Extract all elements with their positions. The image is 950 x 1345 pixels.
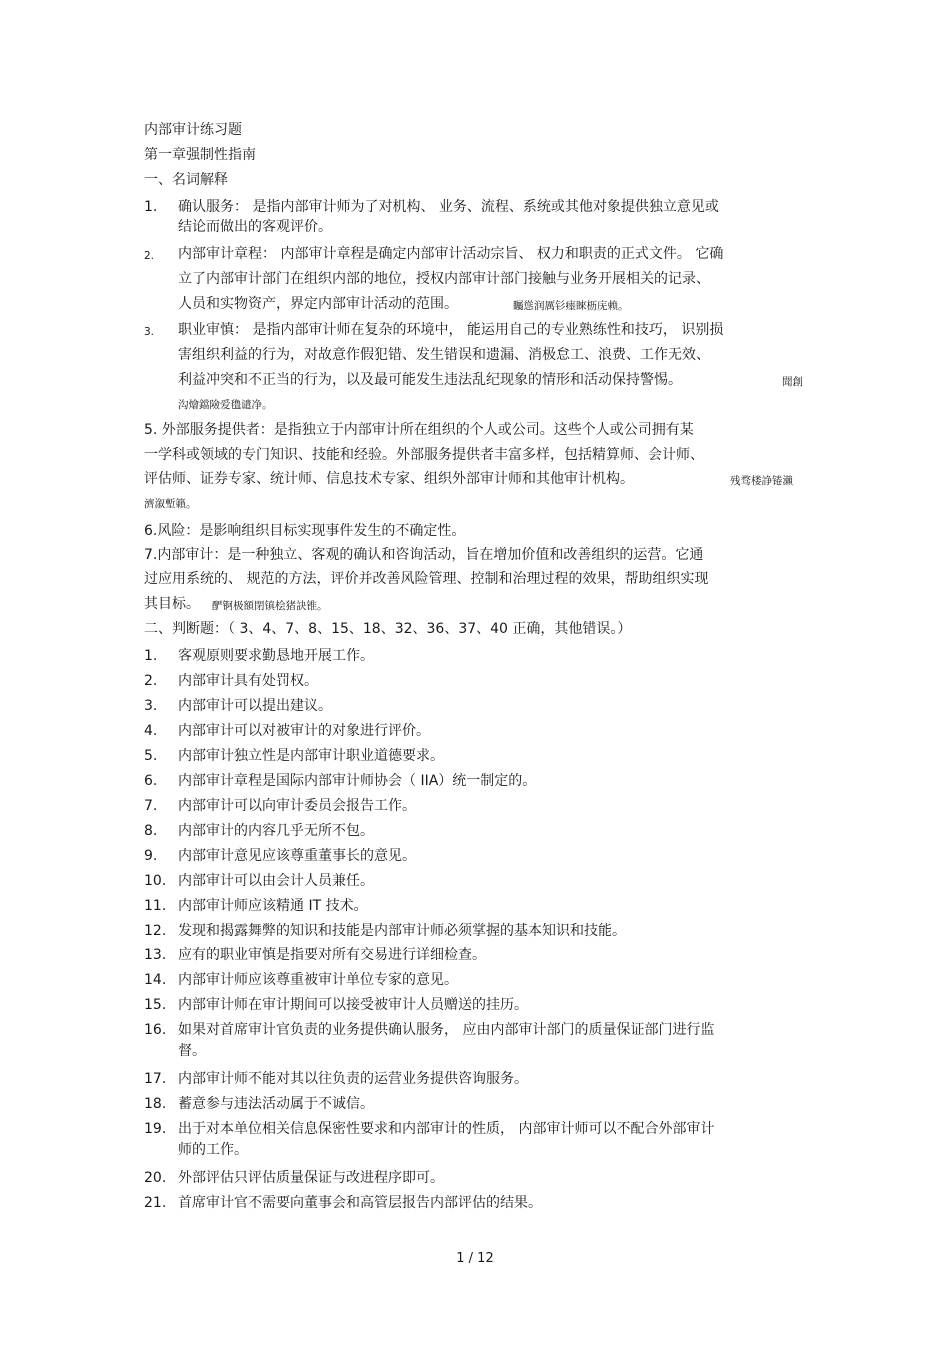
- section-heading-judgement: 二、判断题：（ 3、4、7、8、15、18、32、36、37、40 正确，其他错误。）: [144, 621, 632, 637]
- item-number: 6.: [144, 773, 158, 789]
- item-number: 1.: [144, 648, 158, 664]
- noise-text: 濟溆塹籟。: [144, 498, 197, 510]
- list-item: 内部审计可以对被审计的对象进行评价。: [178, 723, 430, 739]
- item-number: 14.: [144, 972, 167, 988]
- noise-text: 矚慫润厲钐瘗睞枥庑赖。: [513, 300, 629, 312]
- list-item: 客观原则要求勤恳地开展工作。: [178, 648, 374, 664]
- definition-line: 6.风险：是影响组织目标实现事件发生的不确定性。: [144, 523, 466, 539]
- item-number: 13.: [144, 947, 167, 963]
- noise-text: 聞創: [782, 376, 803, 388]
- list-item: 内部审计的内容几乎无所不包。: [178, 823, 374, 839]
- definition-line: 过应用系统的、 规范的方法，评价并改善风险管理、控制和治理过程的效果，帮助组织实现: [144, 571, 709, 587]
- noise-text: 酽锕极額閉镇桧猪訣锥。: [212, 600, 328, 612]
- definition-line: 确认服务： 是指内部审计师为了对机构、 业务、流程、系统或其他对象提供独立意见或: [178, 199, 719, 215]
- list-item: 内部审计可以向审计委员会报告工作。: [178, 798, 416, 814]
- item-number: 2.: [144, 673, 158, 689]
- item-number: 15.: [144, 997, 167, 1013]
- definition-line: 立了内部审计部门在组织内部的地位，授权内部审计部门接触与业务开展相关的记录、: [178, 271, 710, 287]
- definition-line: 内部审计章程： 内部审计章程是确定内部审计活动宗旨、 权力和职责的正式文件。 它确: [178, 246, 724, 262]
- item-number: 10.: [144, 873, 167, 889]
- list-item-continuation: 师的工作。: [178, 1142, 248, 1158]
- item-number: 9.: [144, 848, 158, 864]
- definition-line: 7.内部审计：是一种独立、客观的确认和咨询活动，旨在增加价值和改善组织的运营。它通: [144, 547, 704, 563]
- item-number: 3.: [144, 698, 158, 714]
- list-item: 内部审计师不能对其以往负责的运营业务提供咨询服务。: [178, 1071, 528, 1087]
- item-number: 19.: [144, 1121, 167, 1137]
- definition-number: 2.: [144, 250, 155, 262]
- section-heading-definitions: 一、名词解释: [144, 172, 228, 188]
- page-number: 1 / 12: [456, 1251, 494, 1266]
- noise-text: 残骛楼諍锩瀨: [730, 475, 793, 487]
- list-item: 内部审计章程是国际内部审计师协会（ IIA）统一制定的。: [178, 773, 537, 789]
- list-item: 蓄意参与违法活动属于不诚信。: [178, 1096, 374, 1112]
- chapter-heading: 第一章强制性指南: [144, 147, 256, 163]
- list-item: 应有的职业审慎是指要对所有交易进行详细检查。: [178, 947, 486, 963]
- definition-line: 人员和实物资产，界定内部审计活动的范围。: [178, 296, 458, 312]
- list-item: 内部审计独立性是内部审计职业道德要求。: [178, 748, 444, 764]
- list-item: 内部审计师应该尊重被审计单位专家的意见。: [178, 972, 458, 988]
- definition-number: 3.: [144, 326, 155, 338]
- item-number: 20.: [144, 1170, 167, 1186]
- definition-line: 利益冲突和不正当的行为，以及最可能发生违法乱纪现象的情形和活动保持警惕。: [178, 372, 682, 388]
- item-number: 17.: [144, 1071, 167, 1087]
- item-number: 8.: [144, 823, 158, 839]
- item-number: 12.: [144, 923, 167, 939]
- definition-line: 职业审慎： 是指内部审计师在复杂的环境中， 能运用自己的专业熟练性和技巧， 识别损: [178, 322, 724, 338]
- list-item: 发现和揭露舞弊的知识和技能是内部审计师必须掌握的基本知识和技能。: [178, 923, 626, 939]
- list-item-continuation: 督。: [178, 1043, 206, 1059]
- list-item: 外部评估只评估质量保证与改进程序即可。: [178, 1170, 444, 1186]
- definition-line: 一学科或领域的专门知识、技能和经验。外部服务提供者丰富多样，包括精算师、会计师、: [144, 447, 704, 463]
- list-item: 内部审计可以由会计人员兼任。: [178, 873, 374, 889]
- item-number: 11.: [144, 898, 167, 914]
- definition-number: 1.: [144, 199, 158, 215]
- list-item: 内部审计意见应该尊重董事长的意见。: [178, 848, 416, 864]
- item-number: 7.: [144, 798, 158, 814]
- definition-line: 5. 外部服务提供者：是指独立于内部审计所在组织的个人或公司。这些个人或公司拥有某: [144, 422, 694, 438]
- list-item: 内部审计具有处罚权。: [178, 673, 318, 689]
- list-item: 首席审计官不需要向董事会和高管层报告内部评估的结果。: [178, 1195, 542, 1211]
- noise-text: 沟燴鐺險爱氇谴净。: [178, 399, 273, 411]
- item-number: 18.: [144, 1096, 167, 1112]
- list-item: 内部审计师在审计期间可以接受被审计人员赠送的挂历。: [178, 997, 528, 1013]
- item-number: 21.: [144, 1195, 167, 1211]
- item-number: 4.: [144, 723, 158, 739]
- definition-line: 结论而做出的客观评价。: [178, 219, 332, 235]
- item-number: 16.: [144, 1022, 167, 1038]
- definition-line: 评估师、证券专家、统计师、信息技术专家、组织外部审计师和其他审计机构。: [144, 471, 634, 487]
- definition-line: 害组织利益的行为，对故意作假犯错、发生错误和遗漏、消极怠工、浪费、工作无效、: [178, 347, 710, 363]
- document-title: 内部审计练习题: [144, 122, 242, 138]
- list-item: 出于对本单位相关信息保密性要求和内部审计的性质， 内部审计师可以不配合外部审计: [178, 1121, 715, 1137]
- list-item: 如果对首席审计官负责的业务提供确认服务， 应由内部审计部门的质量保证部门进行监: [178, 1022, 715, 1038]
- definition-line: 其目标。: [144, 596, 200, 612]
- list-item: 内部审计师应该精通 IT 技术。: [178, 898, 368, 914]
- item-number: 5.: [144, 748, 158, 764]
- list-item: 内部审计可以提出建议。: [178, 698, 332, 714]
